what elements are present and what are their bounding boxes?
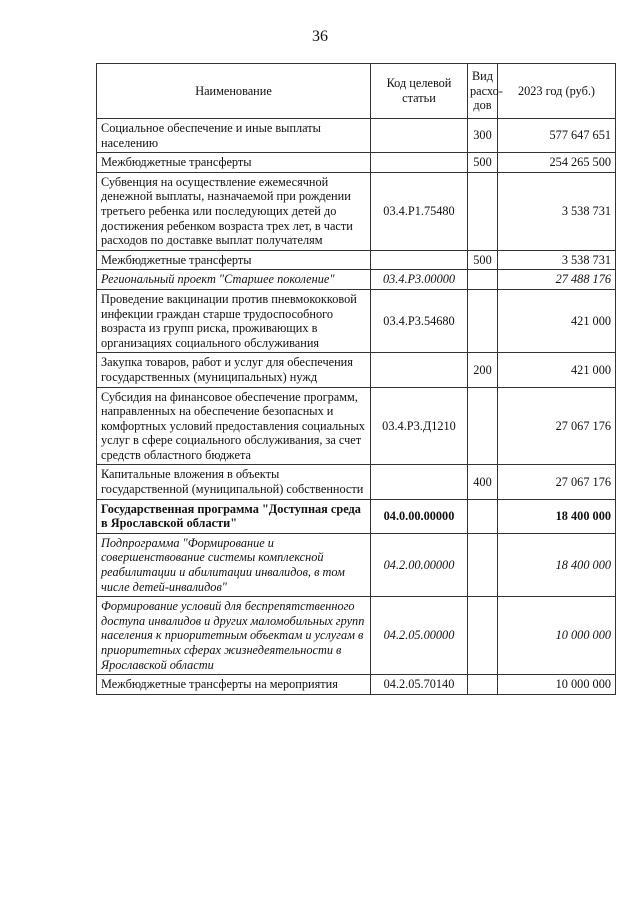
- table-row: [97, 172, 616, 250]
- row-code-cell: 03.4.P3.54680: [371, 289, 468, 352]
- table-header: [97, 64, 616, 119]
- row-name-cell: Формирование условий для беспрепятственного доступа инвалидов и других маломобильных групп населения к приоритетным объектам и услугам в приоритетных сферах жизнедеятельности в Ярославской области: [97, 597, 371, 675]
- row-sum-cell: 3 538 731: [498, 250, 616, 270]
- row-name-cell: Межбюджетные трансферты: [97, 153, 371, 173]
- row-sum-cell: 27 067 176: [498, 465, 616, 499]
- row-type-cell: [468, 499, 498, 533]
- row-name-cell: Межбюджетные трансферты: [97, 250, 371, 270]
- header-name: Наименование: [97, 64, 371, 119]
- table-body: [97, 119, 616, 695]
- row-sum-cell: 27 067 176: [498, 387, 616, 465]
- row-code-cell: 03.4.P3.00000: [371, 270, 468, 290]
- table-row: [97, 353, 616, 387]
- row-name-cell: Проведение вакцинации против пневмококковой инфекции граждан старше трудоспособного возраста из групп риска, проживающих в организациях социального обслуживания: [97, 289, 371, 352]
- row-name-cell: Субсидия на финансовое обеспечение программ, направленных на обеспечение безопасных и комфортных условий предоставления социальных услуг в сфере социального обслуживания, за счет средств областного бюджета: [97, 387, 371, 465]
- row-type-cell: 500: [468, 153, 498, 173]
- header-code: Код целевой статьи: [371, 64, 468, 119]
- table-row: [97, 465, 616, 499]
- header-sum: 2023 год (руб.): [498, 64, 616, 119]
- row-code-cell: 03.4.P3.Д1210: [371, 387, 468, 465]
- page-number: 36: [312, 28, 328, 45]
- row-type-cell: [468, 270, 498, 290]
- row-sum-cell: 421 000: [498, 289, 616, 352]
- row-code-cell: [371, 250, 468, 270]
- table-row: [97, 533, 616, 596]
- row-type-cell: [468, 533, 498, 596]
- row-sum-cell: 27 488 176: [498, 270, 616, 290]
- row-sum-cell: 18 400 000: [498, 533, 616, 596]
- table-row: [97, 270, 616, 290]
- row-code-cell: [371, 153, 468, 173]
- row-code-cell: 04.2.05.70140: [371, 675, 468, 695]
- row-code-cell: 03.4.P1.75480: [371, 172, 468, 250]
- row-name-cell: Социальное обеспечение и иные выплаты населению: [97, 119, 371, 153]
- row-type-cell: 300: [468, 119, 498, 153]
- row-name-cell: Подпрограмма "Формирование и совершенствование системы комплексной реабилитации и абилитации инвалидов, в том числе детей-инвалидов": [97, 533, 371, 596]
- row-name-cell: Региональный проект "Старшее поколение": [97, 270, 371, 290]
- table-row: [97, 119, 616, 153]
- row-name-cell: Государственная программа "Доступная среда в Ярославской области": [97, 499, 371, 533]
- row-name-cell: Закупка товаров, работ и услуг для обеспечения государственных (муниципальных) нужд: [97, 353, 371, 387]
- row-sum-cell: 3 538 731: [498, 172, 616, 250]
- row-type-cell: [468, 172, 498, 250]
- row-type-cell: 400: [468, 465, 498, 499]
- table-row: [97, 153, 616, 173]
- row-code-cell: [371, 353, 468, 387]
- header-row: [97, 64, 616, 119]
- row-sum-cell: 10 000 000: [498, 675, 616, 695]
- header-type: Вид расхо-дов: [468, 64, 498, 119]
- row-code-cell: [371, 465, 468, 499]
- row-sum-cell: 577 647 651: [498, 119, 616, 153]
- table-row: [97, 675, 616, 695]
- budget-table: [96, 63, 616, 695]
- row-name-cell: Субвенция на осуществление ежемесячной денежной выплаты, назначаемой при рождении третьего ребенка или последующих детей до достижения ребенком возраста трех лет, в части расходов по доставке выплат получателям: [97, 172, 371, 250]
- table-row: [97, 250, 616, 270]
- table-row: [97, 387, 616, 465]
- row-type-cell: 500: [468, 250, 498, 270]
- row-code-cell: 04.0.00.00000: [371, 499, 468, 533]
- row-sum-cell: 254 265 500: [498, 153, 616, 173]
- row-name-cell: Межбюджетные трансферты на мероприятия: [97, 675, 371, 695]
- row-sum-cell: 18 400 000: [498, 499, 616, 533]
- row-type-cell: [468, 387, 498, 465]
- row-code-cell: 04.2.00.00000: [371, 533, 468, 596]
- row-type-cell: [468, 597, 498, 675]
- table-row: [97, 289, 616, 352]
- row-type-cell: 200: [468, 353, 498, 387]
- table-row: [97, 499, 616, 533]
- row-sum-cell: 421 000: [498, 353, 616, 387]
- row-code-cell: [371, 119, 468, 153]
- row-type-cell: [468, 289, 498, 352]
- row-sum-cell: 10 000 000: [498, 597, 616, 675]
- row-name-cell: Капитальные вложения в объекты государственной (муниципальной) собственности: [97, 465, 371, 499]
- row-type-cell: [468, 675, 498, 695]
- row-code-cell: 04.2.05.00000: [371, 597, 468, 675]
- table-row: [97, 597, 616, 675]
